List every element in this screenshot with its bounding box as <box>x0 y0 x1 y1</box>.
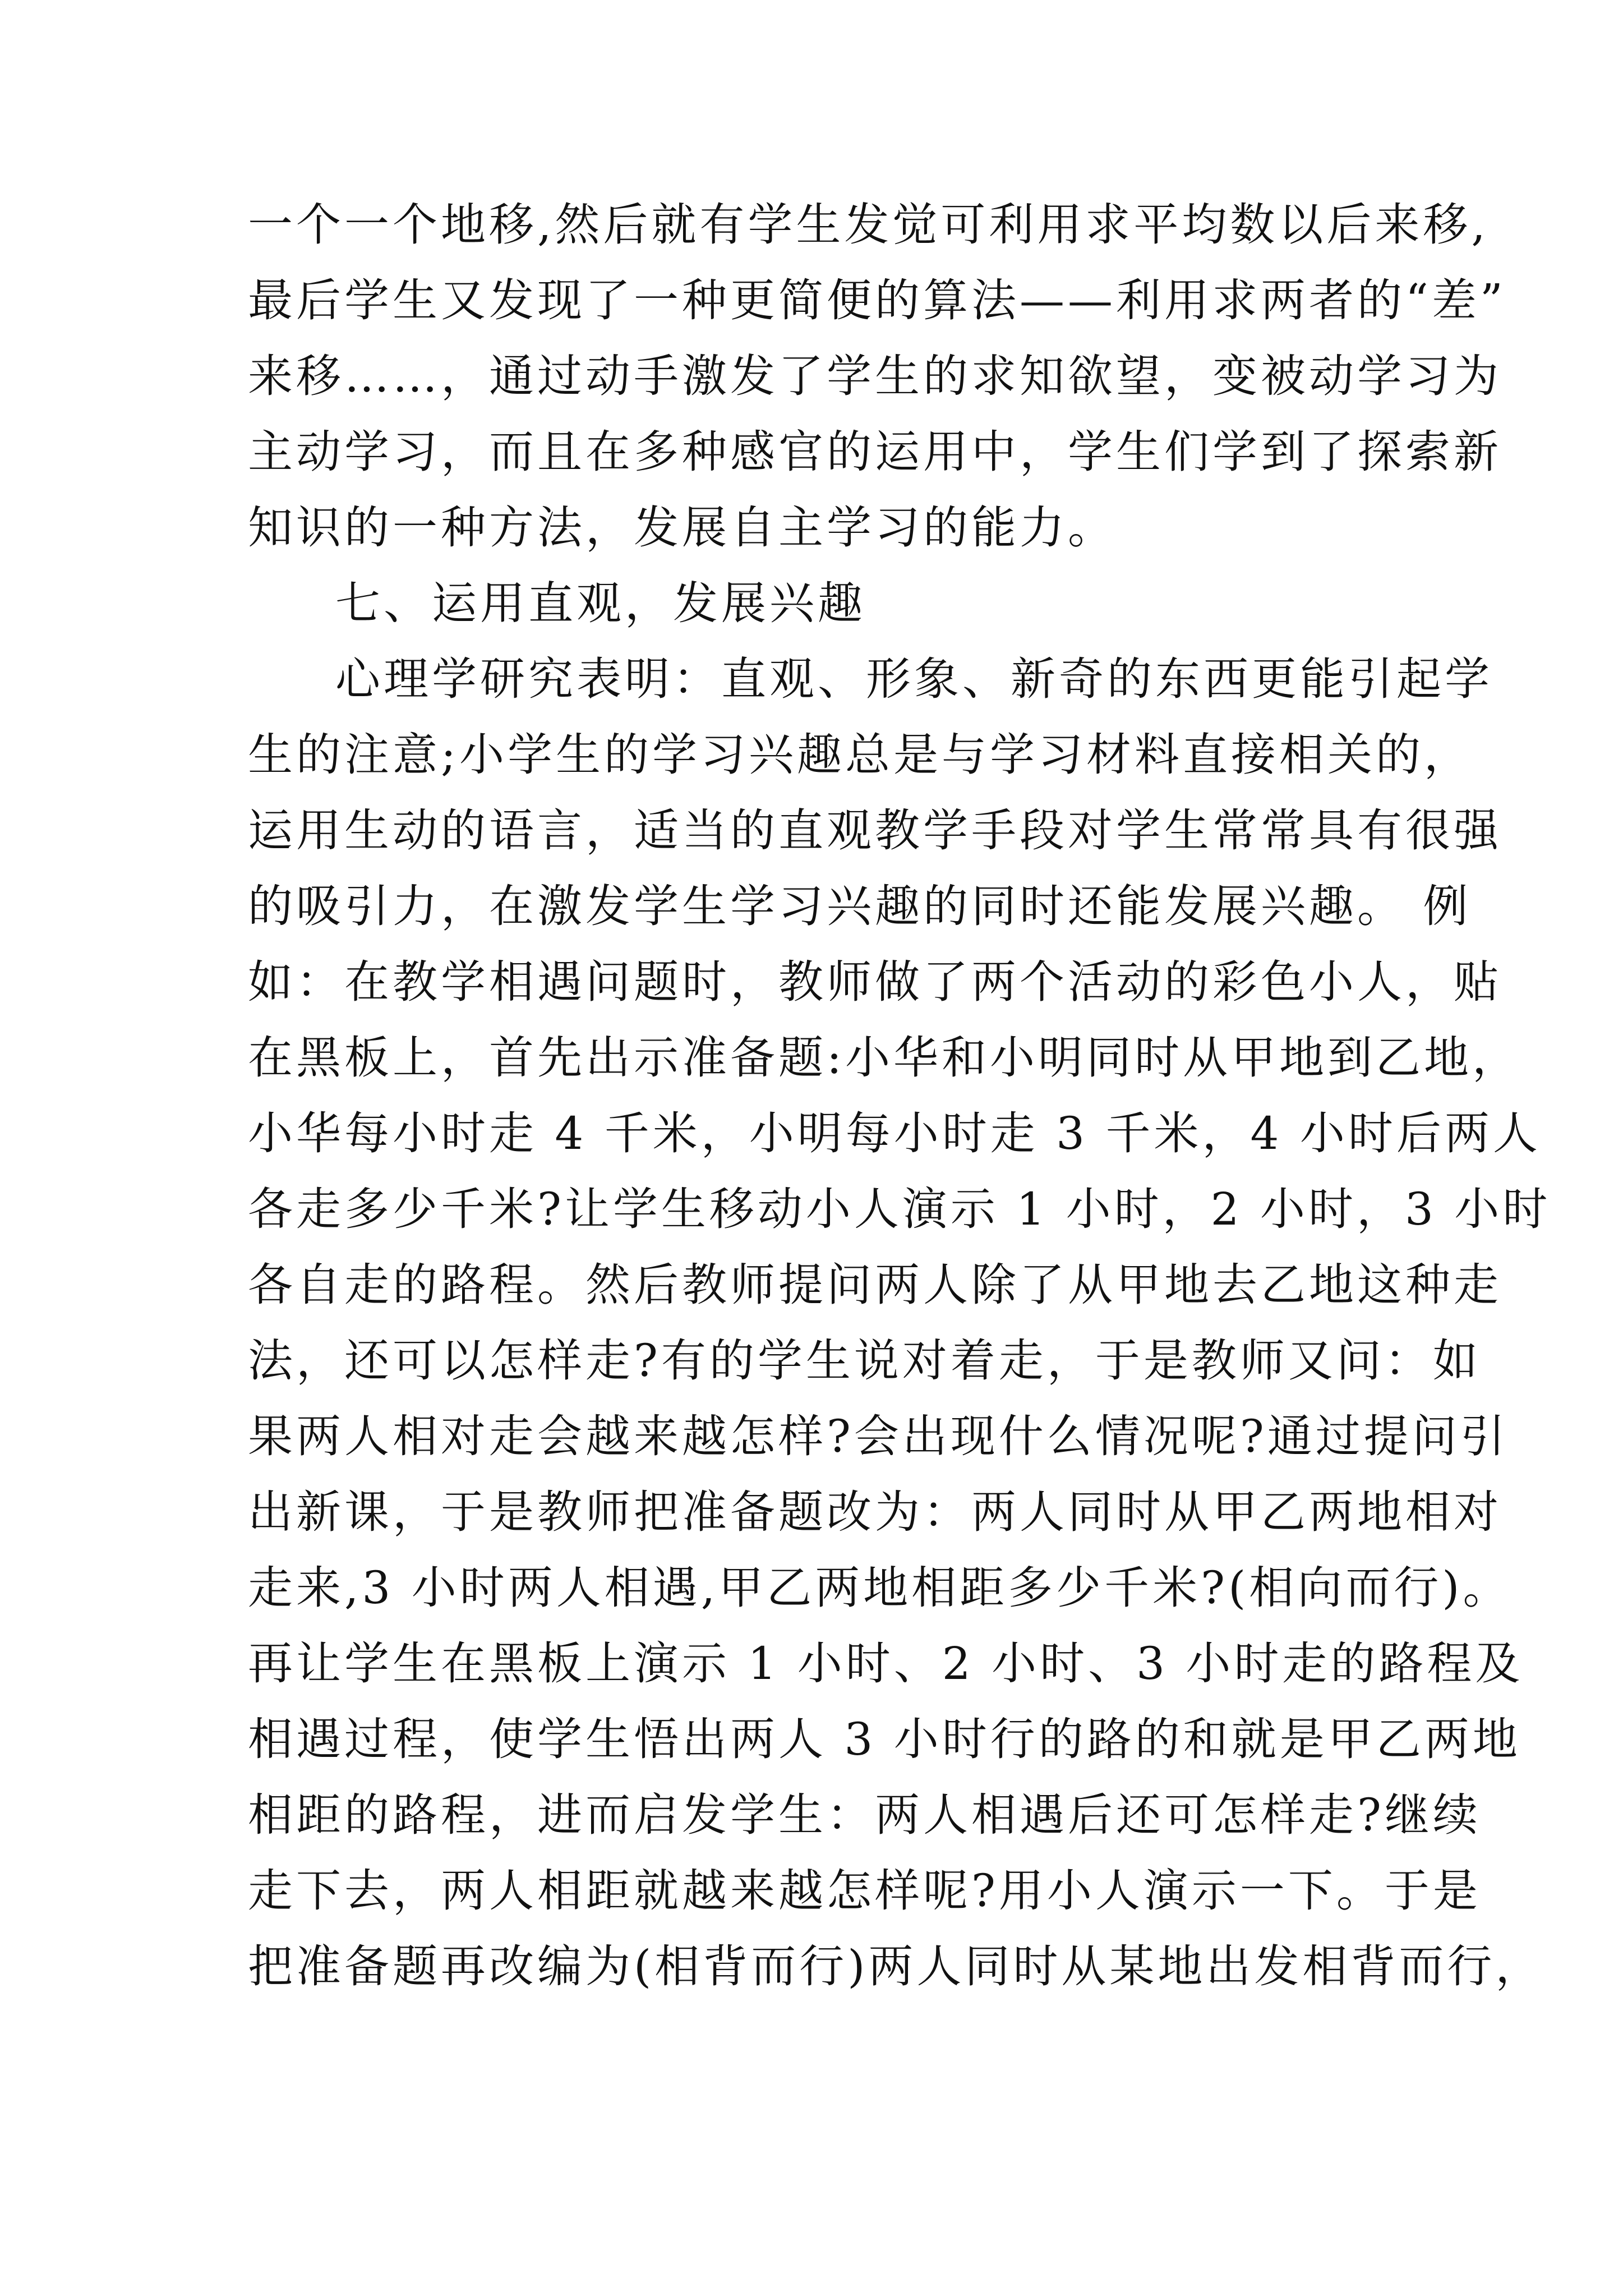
text-line: 小华每小时走 4 千米，小明每小时走 3 千米，4 小时后两人 <box>248 1107 1541 1159</box>
text-line: 走下去，两人相距就越来越怎样呢?用小人演示一下。于是 <box>248 1865 1481 1917</box>
text-line: 相距的路程，进而启发学生：两人相遇后还可怎样走?继续 <box>248 1789 1481 1841</box>
text-line: 一个一个地移,然后就有学生发觉可利用求平均数以后来移, <box>248 199 1489 251</box>
text-line: 如：在教学相遇问题时，教师做了两个活动的彩色小人，贴 <box>248 956 1502 1008</box>
section-heading: 七、运用直观，发展兴趣 <box>335 577 866 629</box>
text-line: 出新课，于是教师把准备题改为：两人同时从甲乙两地相对 <box>248 1486 1502 1538</box>
text-line: 来移……，通过动手激发了学生的求知欲望，变被动学习为 <box>248 350 1502 402</box>
text-line: 各自走的路程。然后教师提问两人除了从甲地去乙地这种走 <box>248 1259 1502 1311</box>
text-line: 在黑板上，首先出示准备题:小华和小明同时从甲地到乙地， <box>248 1032 1520 1084</box>
text-line: 果两人相对走会越来越怎样?会出现什么情况呢?通过提问引 <box>248 1410 1509 1462</box>
text-line: 相遇过程，使学生悟出两人 3 小时行的路的和就是甲乙两地 <box>248 1713 1521 1765</box>
text-line: 再让学生在黑板上演示 1 小时、2 小时、3 小时走的路程及 <box>248 1637 1524 1690</box>
text-line: 走来,3 小时两人相遇,甲乙两地相距多少千米?(相向而行)。 <box>248 1562 1511 1614</box>
text-line: 生的注意;小学生的学习兴趣总是与学习材料直接相关的， <box>248 729 1472 781</box>
text-line: 各走多少千米?让学生移动小人演示 1 小时，2 小时，3 小时 <box>248 1183 1551 1235</box>
text-line: 最后学生又发现了一种更简便的算法——利用求两者的“差” <box>248 274 1506 326</box>
text-line: 把准备题再改编为(相背而行)两人同时从某地出发相背而行， <box>248 1940 1544 1993</box>
text-line: 法，还可以怎样走?有的学生说对着走，于是教师又问：如 <box>248 1335 1481 1387</box>
paragraph-first-line: 心理学研究表明：直观、形象、新奇的东西更能引起学 <box>335 653 1493 705</box>
text-line: 知识的一种方法，发展自主学习的能力。 <box>248 501 1116 554</box>
text-line: 运用生动的语言，适当的直观教学手段对学生常常具有很强 <box>248 804 1502 857</box>
text-line: 的吸引力，在激发学生学习兴趣的同时还能发展兴趣。 例 <box>248 880 1472 932</box>
text-line: 主动学习，而且在多种感官的运用中，学生们学到了探索新 <box>248 426 1502 478</box>
